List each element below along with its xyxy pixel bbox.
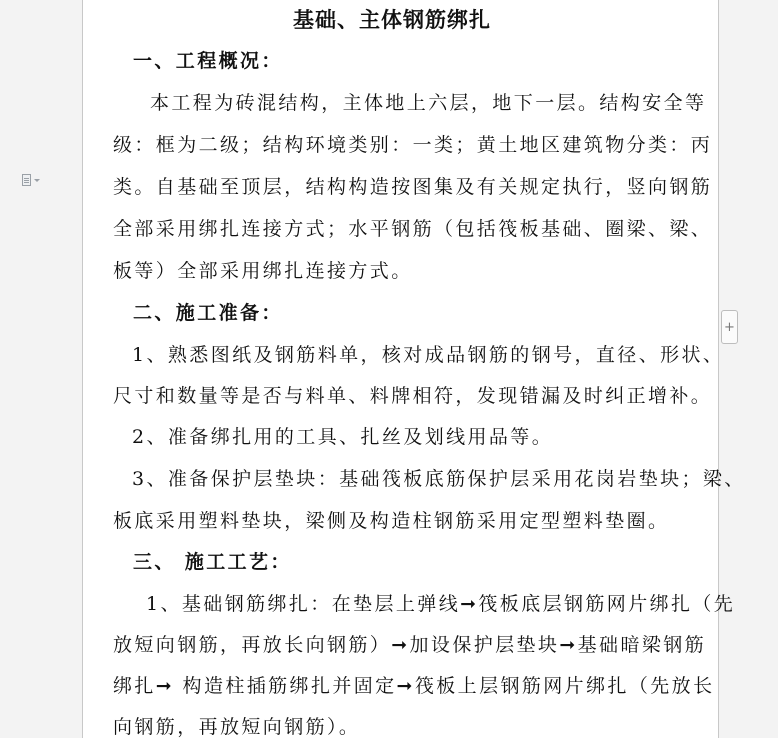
paragraph-line: 板底采用塑料垫块，梁侧及构造柱钢筋采用定型塑料垫圈。 — [113, 510, 670, 532]
paragraph-line: 本工程为砖混结构，主体地上六层，地下一层。结构安全等 — [150, 92, 707, 114]
paragraph-line: 2、准备绑扎用的工具、扎丝及划线用品等。 — [132, 426, 554, 448]
plus-icon: + — [724, 319, 735, 335]
paragraph-line: 板等）全部采用绑扎连接方式。 — [113, 260, 413, 282]
document-title: 基础、主体钢筋绑扎 — [293, 7, 491, 32]
document-outline-icon[interactable] — [22, 172, 48, 188]
expand-button[interactable] — [721, 310, 738, 344]
section-heading-process: 三、 施工工艺： — [133, 551, 292, 573]
paragraph-line: 全部采用绑扎连接方式；水平钢筋（包括筏板基础、圈梁、梁、 — [113, 218, 713, 240]
paragraph-line: 绑扎➞ 构造柱插筋绑扎并固定➞筏板上层钢筋网片绑扎（先放长 — [113, 675, 715, 697]
paragraph-line: 尺寸和数量等是否与料单、料牌相符，发现错漏及时纠正增补。 — [113, 385, 713, 407]
document-icon — [22, 174, 31, 186]
section-heading-preparation: 二、施工准备： — [133, 302, 283, 324]
paragraph-line: 放短向钢筋，再放长向钢筋）➞加设保护层垫块➞基础暗梁钢筋 — [113, 634, 707, 656]
paragraph-line: 3、准备保护层垫块：基础筏板底筋保护层采用花岗岩垫块；梁、 — [132, 468, 746, 490]
paragraph-line: 1、基础钢筋绑扎：在垫层上弹线➞筏板底层钢筋网片绑扎（先 — [146, 593, 736, 615]
paragraph-line: 向钢筋，再放短向钢筋）。 — [113, 716, 361, 738]
paragraph-line: 类。自基础至顶层，结构构造按图集及有关规定执行，竖向钢筋 — [113, 176, 713, 198]
paragraph-line: 1、熟悉图纸及钢筋料单，核对成品钢筋的钢号，直径、形状、 — [132, 344, 725, 366]
paragraph-line: 级：框为二级；结构环境类别：一类；黄土地区建筑物分类：丙 — [113, 134, 713, 156]
section-heading-overview: 一、工程概况： — [133, 50, 283, 72]
chevron-down-icon — [34, 179, 40, 182]
